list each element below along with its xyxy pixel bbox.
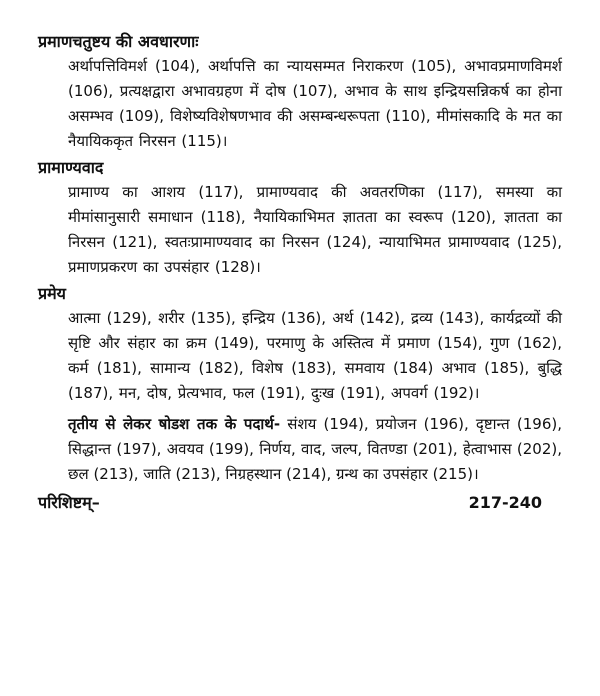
section-pramana-chatushtaya: [38, 30, 562, 154]
section-entries: अर्थापत्तिविमर्श (104), अर्थापत्ति का न्यायसम्मत निराकरण (105), अभावप्रमाणविमर्श (106), प्रत्यक्षद्वारा अभावग्रहण में दोष (107), अभाव के साथ इन्द्रियसन्निकर्ष का होना असम्भव (109), विशेष्यविशेषणभाव की असम्बन्धरूपता (110), मीमांसकादि के मत का नैयायिककृत निरसन (115)।: [68, 57, 562, 150]
appendix-row: [38, 491, 562, 515]
subsection-entries: [38, 412, 562, 487]
section-heading: प्रमेय: [38, 284, 66, 303]
section-pramanyavada: [38, 156, 562, 280]
appendix-label: परिशिष्टम्–: [38, 493, 100, 512]
section-entries: प्रामाण्य का आशय (117), प्रामाण्यवाद की अवतरणिका (117), समस्या का मीमांसानुसारी समाधान (118), नैयायिकाभिमत ज्ञातता का स्वरूप (120), ज्ञातता का निरसन (121), स्वतःप्रामाण्यवाद का निरसन (124), न्यायाभिमत प्रामाण्यवाद (125), प्रमाणप्रकरण का उपसंहार (128)।: [68, 183, 562, 276]
section-heading: प्रमाणचतुष्टय की अवधारणाः: [38, 32, 199, 51]
section-prameya: [38, 282, 562, 487]
appendix-page-range: 217-240: [468, 493, 542, 512]
subsection-lead: तृतीय से लेकर षोडश तक के पदार्थ-: [68, 415, 281, 433]
section-entries: आत्मा (129), शरीर (135), इन्द्रिय (136), अर्थ (142), द्रव्य (143), कार्यद्रव्यों की सृष्टि और संहार का क्रम (149), परमाणु के अस्तित्व में प्रमाण (154), गुण (162), कर्म (181), सामान्य (182), विशेष (183), समवाय (184) अभाव (185), बुद्धि (187), मन, दोष, प्रेत्यभाव, फल (191), दुःख (191), अपवर्ग (192)।: [68, 309, 562, 402]
subsection-text: संशय (194), प्रयोजन (196), दृष्टान्त (196), सिद्धान्त (197), अवयव (199), निर्णय, वाद, जल्प, वितण्डा (201), हेत्वाभास (202), छल (213), जाति (213), निग्रहस्थान (214), ग्रन्थ का उपसंहार (215)।: [68, 415, 562, 483]
section-heading: प्रामाण्यवाद: [38, 158, 104, 177]
